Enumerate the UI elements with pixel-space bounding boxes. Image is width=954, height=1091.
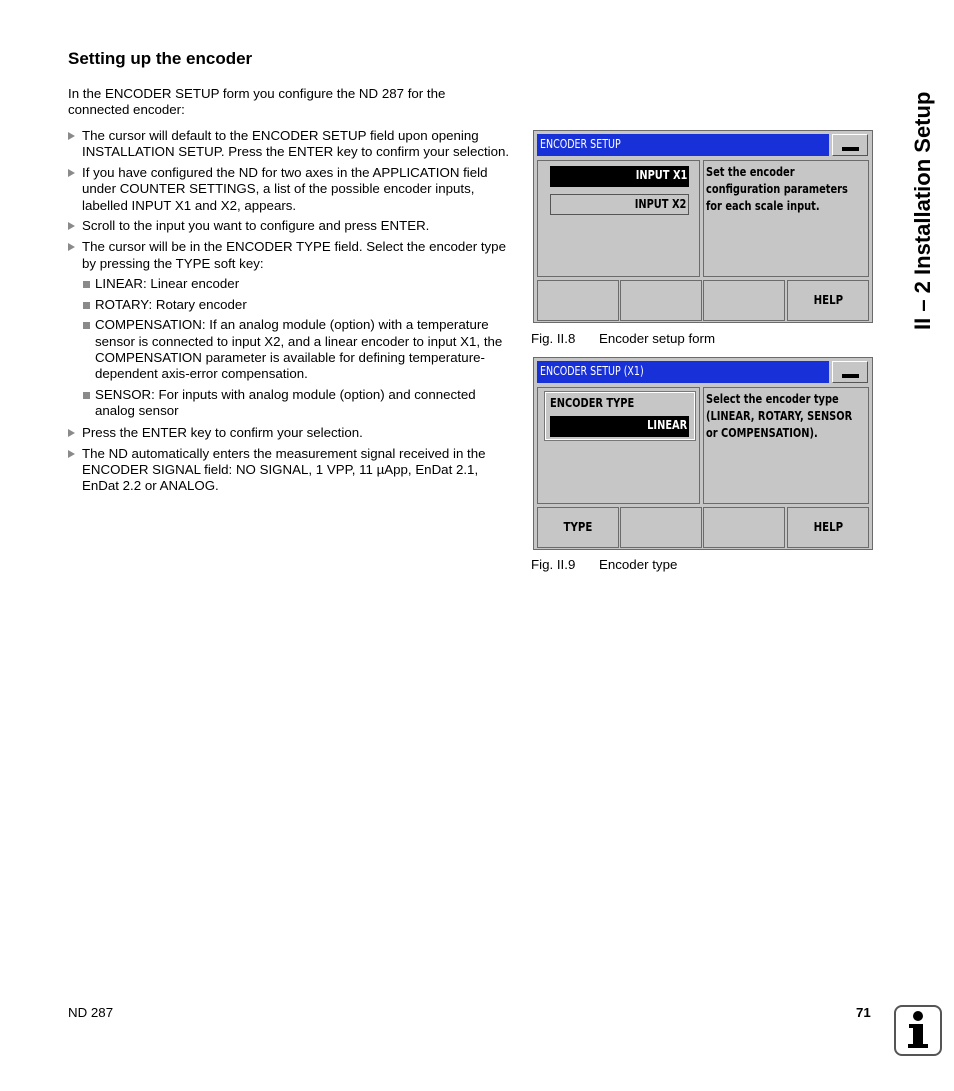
mode-indicator: [832, 134, 868, 156]
square-bullet-icon: [83, 302, 90, 309]
help-softkey[interactable]: HELP: [787, 280, 869, 321]
list-item: The cursor will default to the ENCODER SETUP field upon opening INSTALLATION SETUP. Press the ENTER key to confirm your selection.: [68, 128, 513, 161]
step-list: [68, 128, 513, 499]
figure-number: Fig. II.8: [531, 331, 576, 346]
intro-paragraph: In the ENCODER SETUP form you configure the ND 287 for the connected encoder:: [68, 86, 446, 118]
encoder-type-screen: [533, 357, 873, 550]
form-panel: [537, 160, 700, 277]
list-item: If you have configured the ND for two axes in the APPLICATION field under COUNTER SETTINGS, a list of the possible encoder inputs, labelled INPUT X1 and X2, appears.: [68, 165, 513, 214]
help-text: Select the encoder type (LINEAR, ROTARY, SENSOR or COMPENSATION).: [706, 392, 853, 440]
arrow-bullet-icon: [68, 429, 75, 437]
minus-icon: [842, 147, 859, 151]
softkey-2[interactable]: [620, 507, 702, 548]
figure-caption: [531, 331, 715, 346]
figure-caption-text: Encoder type: [599, 557, 678, 572]
figure-number: Fig. II.9: [531, 557, 576, 572]
encoder-setup-screen: [533, 130, 873, 323]
info-icon: [894, 1005, 942, 1056]
arrow-bullet-icon: [68, 222, 75, 230]
chapter-side-title: II – 2 Installation Setup: [910, 91, 935, 330]
page-number: 71: [856, 1005, 871, 1020]
section-heading: Setting up the encoder: [68, 49, 253, 68]
arrow-bullet-icon: [68, 450, 75, 458]
screen-title-bar: [537, 361, 829, 383]
softkey-1[interactable]: [537, 280, 619, 321]
encoder-type-field[interactable]: LINEAR: [550, 416, 689, 437]
type-option-item: LINEAR: Linear encoder: [82, 276, 513, 292]
figure-caption: [531, 557, 677, 572]
help-text: Set the encoder configuration parameters for each scale input.: [706, 165, 848, 213]
list-item: Press the ENTER key to confirm your selection.: [68, 425, 513, 441]
help-panel: [703, 387, 869, 504]
softkey-bar: [537, 507, 870, 547]
screen-title: ENCODER SETUP: [540, 137, 621, 151]
arrow-bullet-icon: [68, 243, 75, 251]
screen-title-bar: [537, 134, 829, 156]
minus-icon: [842, 374, 859, 378]
softkey-bar: [537, 280, 870, 320]
mode-indicator: [832, 361, 868, 383]
screen-title: ENCODER SETUP (X1): [540, 364, 644, 378]
list-item: The ND automatically enters the measurement signal received in the ENCODER SIGNAL field: NO SIGNAL, 1 VPP, 11 µApp, EnDat 2.1, EnDat 2.2 or ANALOG.: [68, 446, 513, 495]
list-item: The cursor will be in the ENCODER TYPE field. Select the encoder type by pressing the TYPE soft key: LINEAR: Linear encoder ROTARY: Rotary encoder COMPENSATION: If an analog module (option) with a temperature sensor is connected to input X2, and a linear encoder to input X1, the COMPENSATION parameter is available for defining temperature-dependent axis-error compensation. SENSOR: For inputs with analog module (option) and connected analog sensor: [68, 239, 513, 419]
help-panel: [703, 160, 869, 277]
arrow-bullet-icon: [68, 169, 75, 177]
type-option-list: [82, 276, 513, 420]
input-x2-field[interactable]: INPUT X2: [550, 194, 689, 215]
type-option-item: SENSOR: For inputs with analog module (option) and connected analog sensor: [82, 387, 513, 420]
encoder-type-label: ENCODER TYPE: [550, 396, 635, 410]
list-item: Scroll to the input you want to configure and press ENTER.: [68, 218, 513, 234]
arrow-bullet-icon: [68, 132, 75, 140]
square-bullet-icon: [83, 281, 90, 288]
form-panel: [537, 387, 700, 504]
softkey-3[interactable]: [703, 280, 785, 321]
type-option-item: ROTARY: Rotary encoder: [82, 297, 513, 313]
softkey-2[interactable]: [620, 280, 702, 321]
type-option-item: COMPENSATION: If an analog module (option) with a temperature sensor is connected to input X2, and a linear encoder to input X1, the COMPENSATION parameter is available for defining temperature-dependent axis-error compensation.: [82, 317, 513, 382]
square-bullet-icon: [83, 322, 90, 329]
square-bullet-icon: [83, 392, 90, 399]
encoder-type-group: [545, 392, 695, 440]
softkey-3[interactable]: [703, 507, 785, 548]
help-softkey[interactable]: HELP: [787, 507, 869, 548]
footer-product-name: ND 287: [68, 1005, 114, 1020]
input-x1-field[interactable]: INPUT X1: [550, 166, 689, 187]
type-softkey[interactable]: TYPE: [537, 507, 619, 548]
figure-caption-text: Encoder setup form: [599, 331, 716, 346]
